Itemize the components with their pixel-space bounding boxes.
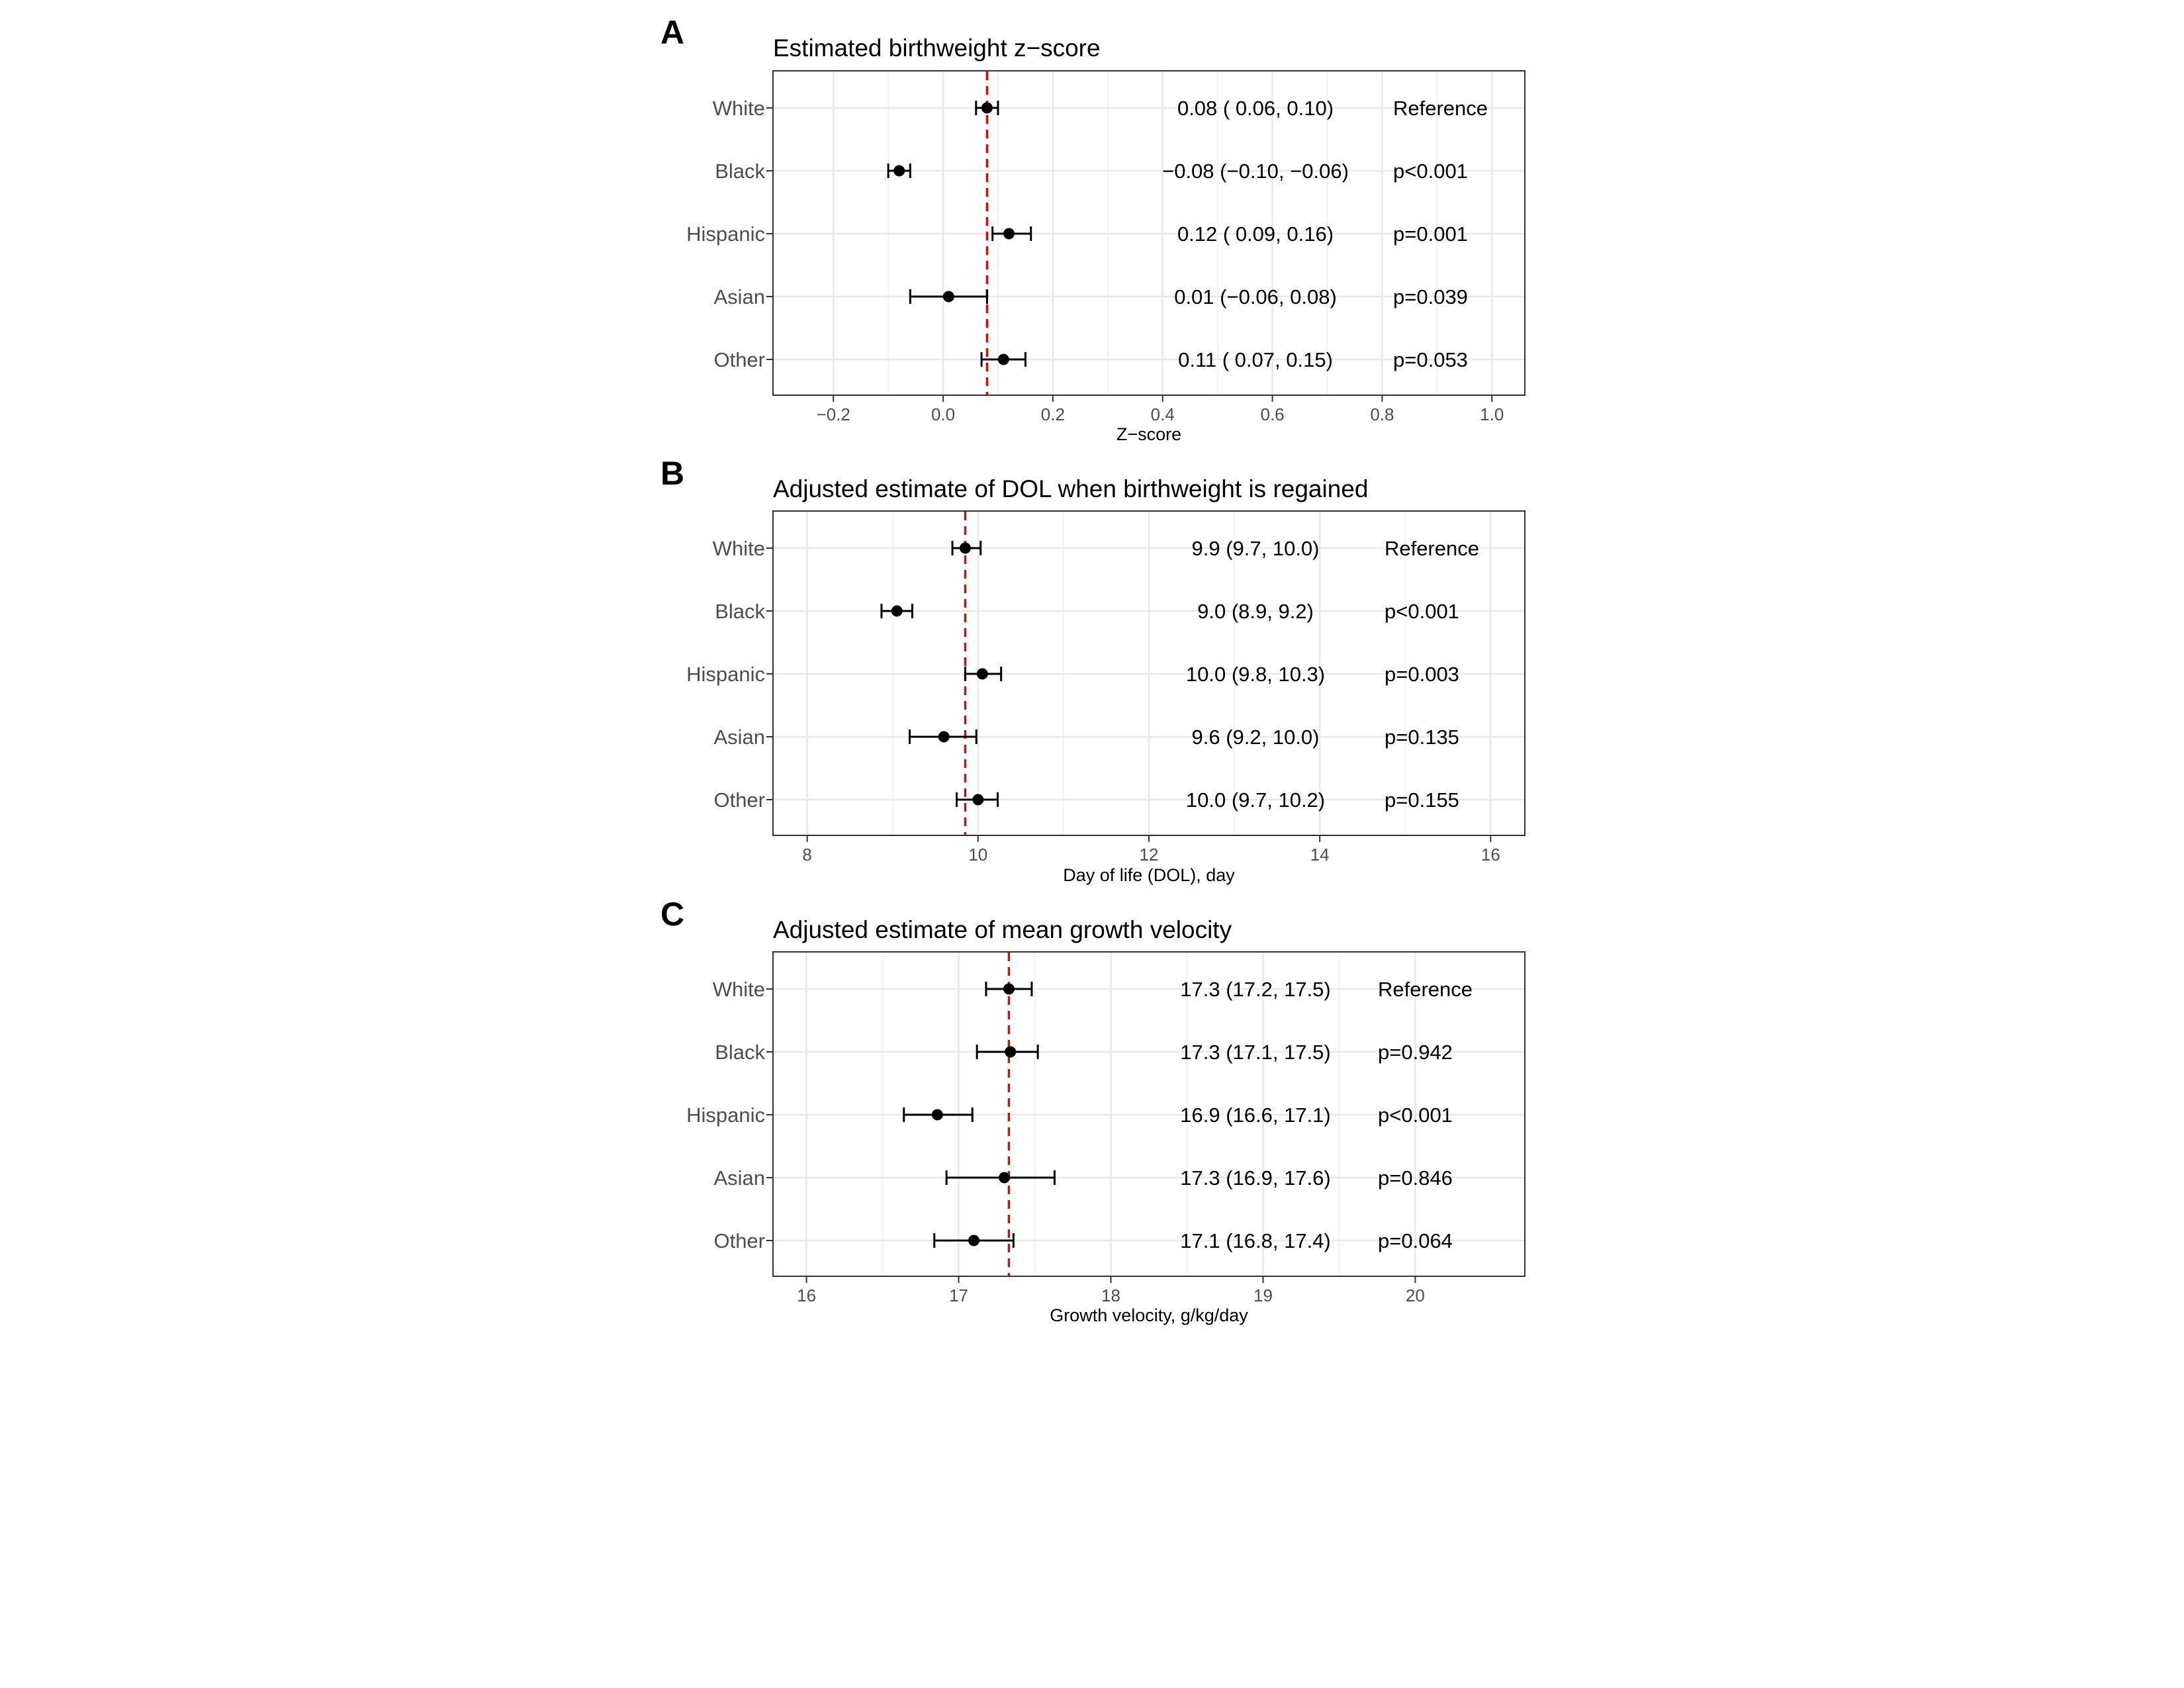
- category-label: Other: [713, 348, 765, 371]
- x-tick-label: 18: [1101, 1286, 1120, 1305]
- panel-b: [660, 455, 1525, 885]
- p-value-annotation: p=0.135: [1385, 726, 1459, 749]
- ci-annotation: 17.3 (17.2, 17.5): [1180, 978, 1331, 1001]
- category-label: Hispanic: [686, 663, 765, 686]
- p-value-annotation: p<0.001: [1385, 600, 1459, 623]
- category-label: Other: [713, 788, 765, 812]
- x-tick-label: 14: [1310, 845, 1330, 865]
- x-tick-label: 12: [1139, 845, 1159, 865]
- category-label: Asian: [713, 726, 765, 749]
- ci-annotation: 16.9 (16.6, 17.1): [1180, 1103, 1331, 1127]
- category-label: White: [712, 537, 765, 560]
- x-tick-label: 16: [1480, 845, 1500, 865]
- category-label: White: [712, 97, 765, 120]
- ci-annotation: 17.3 (16.9, 17.6): [1180, 1166, 1331, 1190]
- panel-a: [660, 14, 1525, 444]
- point-estimate: [999, 1172, 1010, 1184]
- ci-annotation: 0.11 ( 0.07, 0.15): [1178, 348, 1333, 371]
- panel-c: [660, 896, 1525, 1325]
- p-value-annotation: p=0.155: [1385, 788, 1459, 812]
- point-estimate: [960, 543, 971, 554]
- category-label: Black: [715, 600, 765, 623]
- chart-title: Adjusted estimate of DOL when birthweight is regained: [773, 475, 1369, 502]
- x-tick-label: 0.4: [1150, 404, 1175, 424]
- ci-annotation: 0.08 ( 0.06, 0.10): [1177, 97, 1334, 120]
- category-label: White: [712, 978, 765, 1001]
- point-estimate: [972, 794, 983, 806]
- point-estimate: [1003, 228, 1015, 240]
- point-estimate: [938, 731, 950, 743]
- chart-title: Estimated birthweight z−score: [773, 34, 1101, 62]
- panel-label: C: [660, 896, 685, 933]
- p-value-annotation: p=0.039: [1393, 285, 1468, 308]
- category-label: Hispanic: [686, 1103, 765, 1127]
- ci-annotation: 9.9 (9.7, 10.0): [1191, 537, 1320, 560]
- p-value-annotation: p<0.001: [1378, 1103, 1453, 1127]
- ci-annotation: 10.0 (9.8, 10.3): [1185, 663, 1326, 686]
- ci-annotation: −0.08 (−0.10, −0.06): [1162, 160, 1349, 183]
- category-label: Asian: [713, 1166, 765, 1190]
- point-estimate: [981, 103, 993, 114]
- p-value-annotation: p=0.053: [1393, 348, 1468, 371]
- ci-annotation: 17.3 (17.1, 17.5): [1180, 1041, 1331, 1064]
- p-value-annotation: p=0.001: [1393, 222, 1468, 246]
- point-estimate: [1005, 1047, 1016, 1058]
- x-tick-label: 10: [968, 845, 988, 865]
- point-estimate: [943, 291, 954, 303]
- p-value-annotation: p<0.001: [1393, 160, 1468, 183]
- p-value-annotation: p=0.942: [1378, 1041, 1453, 1064]
- p-value-annotation: Reference: [1378, 978, 1473, 1001]
- category-label: Asian: [713, 285, 765, 308]
- x-tick-label: 8: [802, 845, 812, 865]
- x-tick-label: 20: [1405, 1286, 1425, 1305]
- x-tick-label: 1.0: [1480, 404, 1504, 424]
- panel-label: B: [660, 455, 685, 492]
- x-tick-label: 16: [797, 1286, 817, 1305]
- panel-label: A: [660, 14, 685, 51]
- ci-annotation: 0.12 ( 0.09, 0.16): [1177, 222, 1334, 246]
- x-tick-label: 0.2: [1040, 404, 1065, 424]
- point-estimate: [998, 354, 1009, 365]
- ci-annotation: 17.1 (16.8, 17.4): [1180, 1229, 1331, 1252]
- x-tick-label: −0.2: [816, 404, 850, 424]
- ci-annotation: 9.0 (8.9, 9.2): [1197, 600, 1314, 623]
- x-tick-label: 17: [949, 1286, 969, 1305]
- point-estimate: [977, 669, 988, 680]
- p-value-annotation: p=0.064: [1378, 1229, 1453, 1252]
- x-tick-label: 19: [1253, 1286, 1273, 1305]
- point-estimate: [968, 1235, 979, 1246]
- ci-annotation: 0.01 (−0.06, 0.08): [1174, 285, 1337, 308]
- category-label: Black: [715, 160, 765, 183]
- ci-annotation: 9.6 (9.2, 10.0): [1191, 726, 1320, 749]
- x-tick-label: 0.8: [1370, 404, 1394, 424]
- point-estimate: [932, 1109, 943, 1121]
- point-estimate: [893, 165, 905, 177]
- chart-title: Adjusted estimate of mean growth velocity: [773, 916, 1232, 943]
- x-tick-label: 0.6: [1260, 404, 1285, 424]
- category-label: Hispanic: [686, 222, 765, 246]
- p-value-annotation: Reference: [1393, 97, 1488, 120]
- ci-annotation: 10.0 (9.7, 10.2): [1185, 788, 1326, 812]
- category-label: Black: [715, 1041, 765, 1064]
- p-value-annotation: Reference: [1385, 537, 1480, 560]
- x-tick-label: 0.0: [931, 404, 956, 424]
- category-label: Other: [713, 1229, 765, 1252]
- x-axis-title: Z−score: [1116, 424, 1182, 444]
- p-value-annotation: p=0.846: [1378, 1166, 1453, 1190]
- x-axis-title: Growth velocity, g/kg/day: [1050, 1305, 1248, 1325]
- point-estimate: [891, 606, 903, 617]
- point-estimate: [1003, 984, 1015, 995]
- x-axis-title: Day of life (DOL), day: [1063, 865, 1235, 885]
- p-value-annotation: p=0.003: [1385, 663, 1459, 686]
